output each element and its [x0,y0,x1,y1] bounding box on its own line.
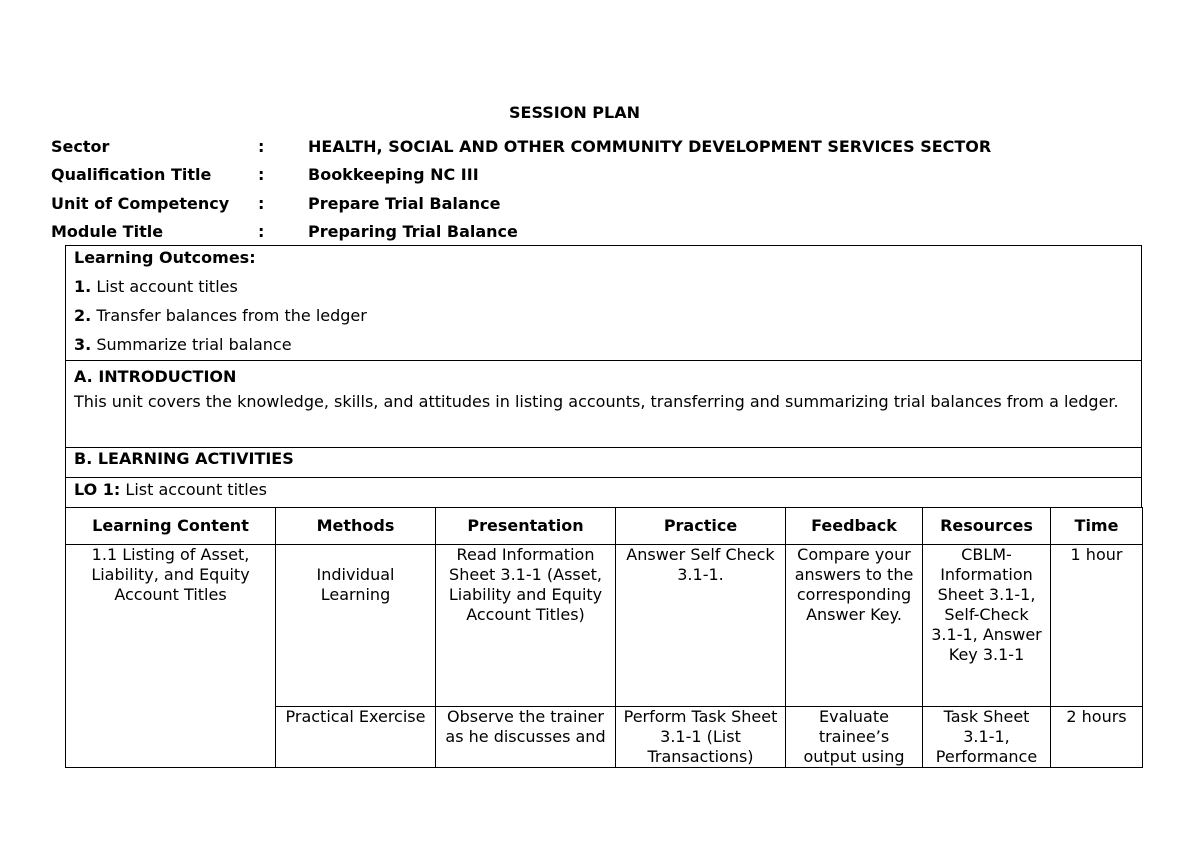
feedback-cell: Evaluate trainee’s output using [786,707,923,768]
column-header: Practice [616,508,786,545]
lo1-label: LO 1: [74,480,121,499]
meta-colon: : [258,136,265,156]
methods-cell: Practical Exercise [276,707,436,768]
introduction-body: This unit covers the knowledge, skills, and attitudes in listing accounts, transferring and summarizing trial balances from a ledger. [74,392,1119,411]
meta-row-sector [51,132,991,161]
column-header: Learning Content [66,508,276,545]
learning-outcome-item [74,333,1133,362]
presentation-cell: Observe the trainer as he discusses and [436,707,616,768]
outcome-text: Summarize trial balance [96,335,292,354]
lo1-text: List account titles [125,480,267,499]
outcome-number: 2. [74,306,92,325]
table-header-row [66,508,1143,545]
meta-key: Qualification Title [51,165,212,185]
time-cell: 2 hours [1051,707,1143,768]
column-header: Feedback [786,508,923,545]
column-header: Time [1051,508,1143,545]
meta-value: Bookkeeping NC III [308,165,479,185]
learning-outcome-item [74,275,1133,304]
feedback-cell: Compare your answers to the corresponding Answer Key. [786,545,923,707]
lo1-heading [65,477,1142,508]
learning-outcome-item [74,304,1133,333]
meta-row-qualification [51,161,991,190]
outcome-text: List account titles [96,277,238,296]
resources-cell: CBLM- Information Sheet 3.1-1, Self-Check 3.1-1, Answer Key 3.1-1 [923,545,1051,707]
introduction-heading: A. INTRODUCTION [74,367,237,386]
meta-value: HEALTH, SOCIAL AND OTHER COMMUNITY DEVELOPMENT SERVICES SECTOR [308,136,992,156]
practice-cell: Answer Self Check 3.1-1. [616,545,786,707]
meta-colon: : [258,222,265,242]
presentation-cell: Read Information Sheet 3.1-1 (Asset, Liability and Equity Account Titles) [436,545,616,707]
meta-colon: : [258,193,265,213]
methods-cell: Individual Learning [276,545,436,707]
meta-value: Prepare Trial Balance [308,193,501,213]
learning-content-cell: 1.1 Listing of Asset, Liability, and Equity Account Titles [66,545,276,768]
table-row [66,545,1143,707]
meta-row-module [51,218,991,247]
outcome-text: Transfer balances from the ledger [96,306,367,325]
time-cell: 1 hour [1051,545,1143,707]
learning-outcomes-heading: Learning Outcomes: [74,248,256,267]
column-header: Resources [923,508,1051,545]
meta-colon: : [258,165,265,185]
session-plan-table [65,507,1143,768]
practice-cell: Perform Task Sheet 3.1-1 (List Transactions) [616,707,786,768]
meta-key: Unit of Competency [51,193,230,213]
introduction-section [65,360,1142,448]
session-meta [51,132,991,246]
learning-outcomes-section [65,245,1142,361]
meta-key: Module Title [51,222,164,242]
meta-key: Sector [51,136,110,156]
learning-activities-heading: B. LEARNING ACTIVITIES [65,447,1142,478]
outcome-number: 1. [74,277,92,296]
meta-value: Preparing Trial Balance [308,222,518,242]
column-header: Methods [276,508,436,545]
page-title: SESSION PLAN [509,103,640,122]
meta-row-unit [51,189,991,218]
outcome-number: 3. [74,335,92,354]
resources-cell: Task Sheet 3.1-1, Performance [923,707,1051,768]
column-header: Presentation [436,508,616,545]
